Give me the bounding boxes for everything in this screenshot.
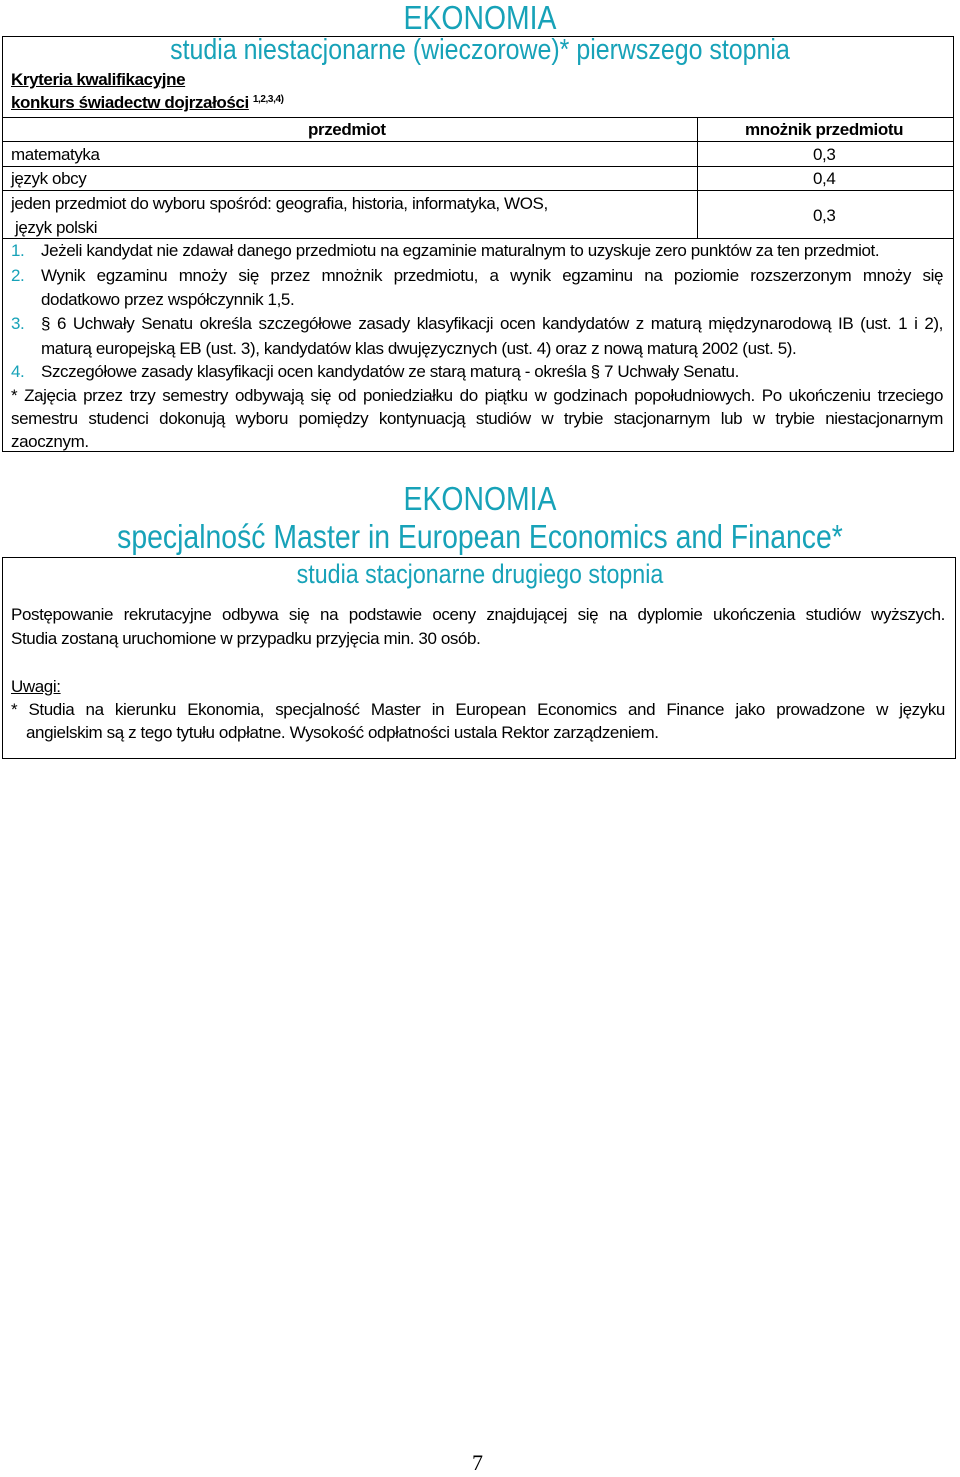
table-row-multiplier: 0,3 xyxy=(813,145,836,164)
table-row1-line xyxy=(2,166,954,167)
remark-line: angielskim są z tego tytułu odpłatne. Wysokość odpłatności ustala Rektor zarządzeniem. xyxy=(26,723,659,742)
note-text: Szczegółowe zasady klasyfikacji ocen kandydatów ze starą maturą - określa § 7 Uchwały Senatu. xyxy=(41,362,739,381)
table-row-subject-line2: język polski xyxy=(15,218,98,237)
note-text: § 6 Uchwały Senatu określa szczegółowe zasady klasyfikacji ocen kandydatów z maturą międzynarodową IB (ust. 1 i 2), xyxy=(41,314,943,333)
table-row-subject: matematyka xyxy=(11,145,100,164)
section1-title: EKONOMIA xyxy=(403,0,557,36)
admission-text: Postępowanie rekrutacyjne odbywa się na podstawie oceny znajdującej się na dyplomie ukończenia studiów wyższych. xyxy=(11,605,945,624)
note-number: 1. xyxy=(11,241,25,260)
remarks-label: Uwagi: xyxy=(11,677,61,696)
table-row-multiplier: 0,3 xyxy=(813,206,836,225)
footnote-line: semestru studenci dokonują wyboru pomiędzy kontynuacją studiów w trybie stacjonarnym lub w trybie niestacjonarnym xyxy=(11,409,943,428)
table-row-subject-line1: jeden przedmiot do wyboru spośród: geografia, historia, informatyka, WOS, xyxy=(11,194,548,213)
footnote-line: zaocznym. xyxy=(11,432,89,451)
table-top-line xyxy=(2,117,954,118)
table-header-subject: przedmiot xyxy=(308,120,386,139)
table-row-multiplier: 0,4 xyxy=(813,169,836,188)
note-number: 2. xyxy=(11,266,25,285)
page-number: 7 xyxy=(472,1450,483,1475)
contest-footnotes: 1,2,3,4) xyxy=(252,94,284,105)
section2-title: EKONOMIA xyxy=(403,480,557,517)
section1-subtitle: studia niestacjonarne (wieczorowe)* pierwszego stopnia xyxy=(170,34,790,66)
table-bottom-line xyxy=(2,238,954,239)
admission-text: Studia zostaną uruchomione w przypadku przyjęcia min. 30 osób. xyxy=(11,629,481,648)
note-text: dodatkowo przez współczynnik 1,5. xyxy=(41,290,295,309)
note-text: Jeżeli kandydat nie zdawał danego przedmiotu na egzaminie maturalnym to uzyskuje zero punktów za ten przedmiot. xyxy=(41,241,880,260)
table-column-divider xyxy=(697,117,698,238)
footnote-line: * Zajęcia przez trzy semestry odbywają się od poniedziałku do piątku w godzinach popołudniowych. Po ukończeniu trzeciego xyxy=(11,386,943,405)
contest-label-text: konkurs świadectw dojrzałości xyxy=(11,93,249,112)
table-row-subject: język obcy xyxy=(11,169,87,188)
section2-subtitle: studia stacjonarne drugiego stopnia xyxy=(296,559,664,589)
note-text: Wynik egzaminu mnoży się przez mnożnik przedmiotu, a wynik egzaminu na poziomie rozszerzonym mnoży się xyxy=(41,266,943,285)
table-header-line xyxy=(2,141,954,142)
note-text: maturą europejską EB (ust. 3), kandydatów klas dwujęzycznych (ust. 4) oraz z nową maturą 2002 (ust. 5). xyxy=(41,339,797,358)
table-row2-line xyxy=(2,190,954,191)
note-number: 4. xyxy=(11,362,25,381)
criteria-heading: Kryteria kwalifikacyjne xyxy=(11,70,186,89)
note-number: 3. xyxy=(11,314,25,333)
table-header-multiplier: mnożnik przedmiotu xyxy=(745,120,904,139)
remark-line: * Studia na kierunku Ekonomia, specjalność Master in European Economics and Finance jako prowadzone w języku xyxy=(11,700,945,719)
contest-label xyxy=(11,93,284,113)
section2-specialty: specjalność Master in European Economics and Finance* xyxy=(117,518,843,555)
